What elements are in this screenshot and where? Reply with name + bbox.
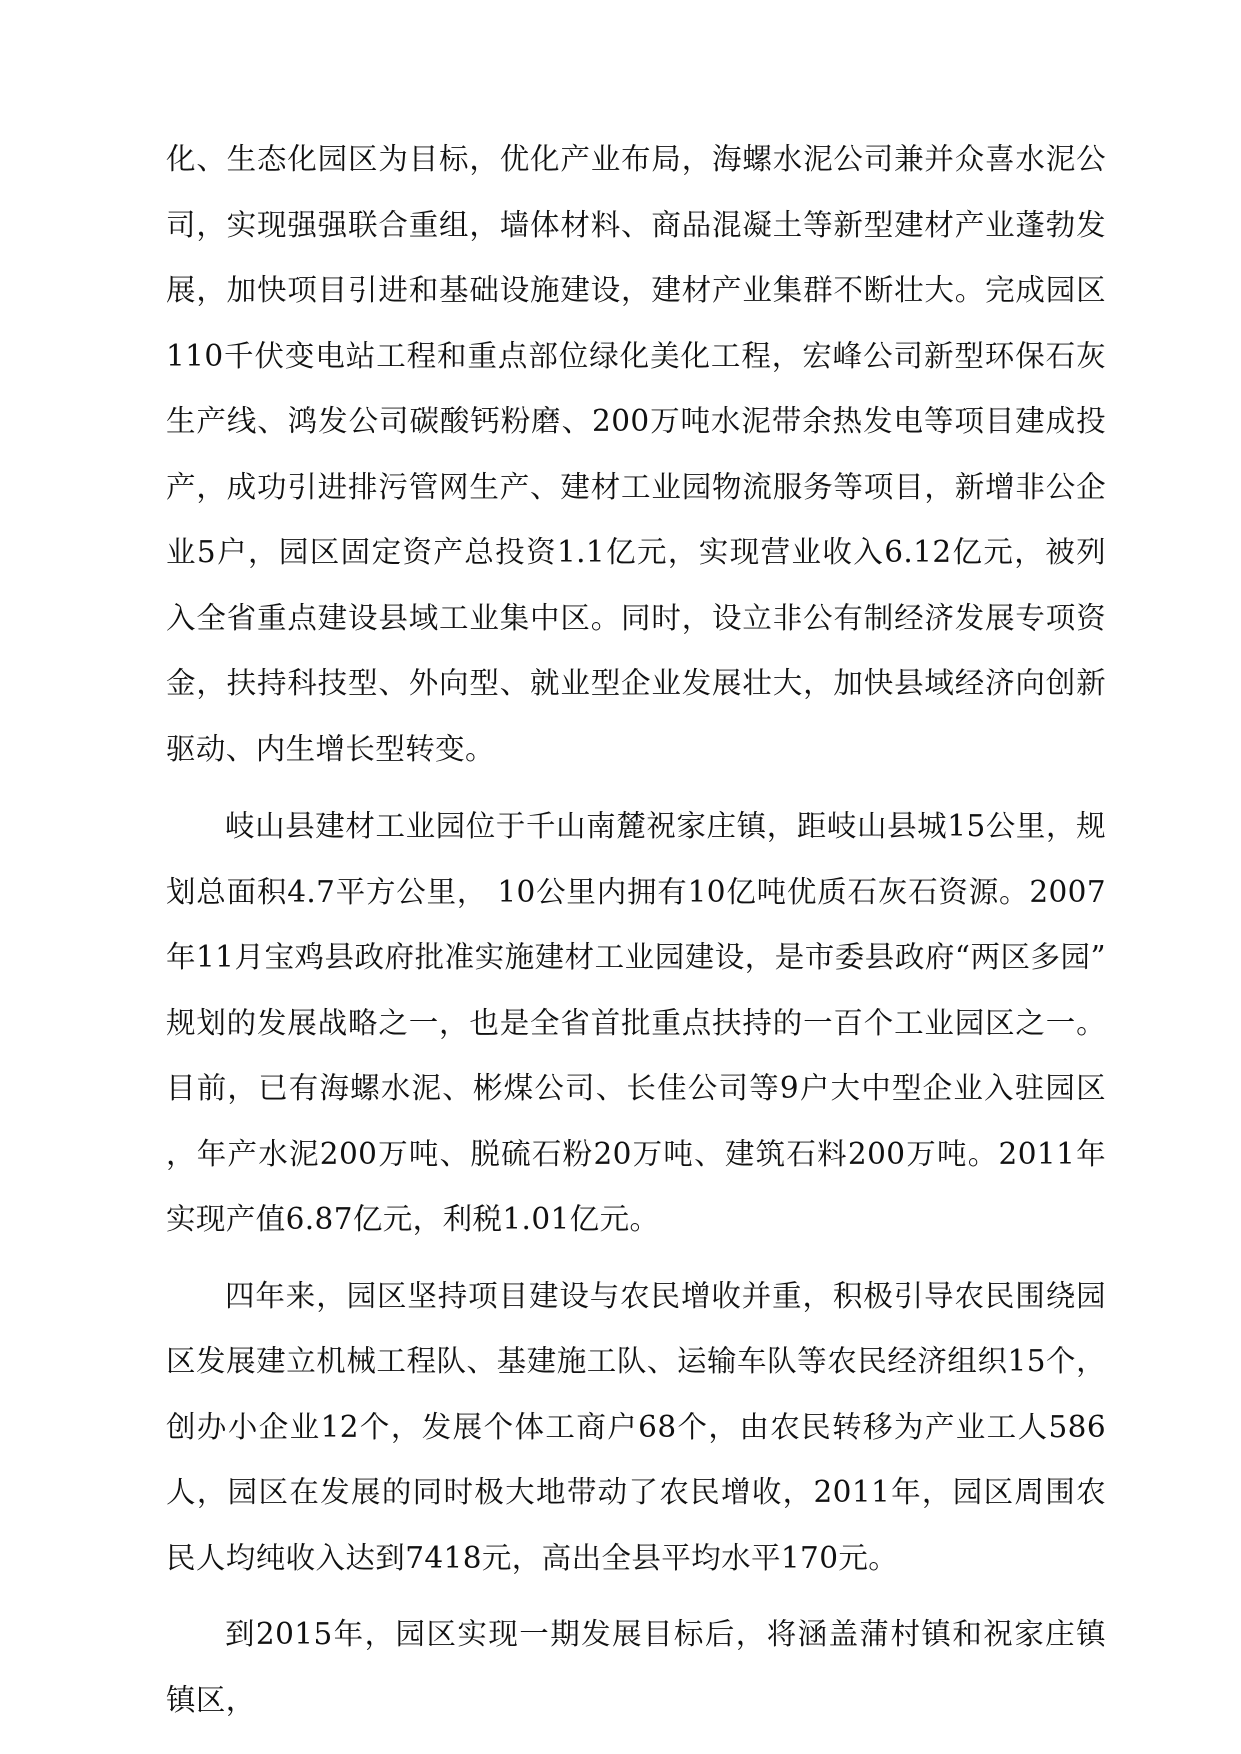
paragraph-3: 四年来，园区坚持项目建设与农民增收并重，积极引导农民围绕园区发展建立机械工程队、基建施工队、运输车队等农民经济组织15个，创办小企业12个，发展个体工商户68个，由农民转移为产业工人586人，园区在发展的同时极大地带动了农民增收，2011年，园区周围农民人均纯收入达到7418元，高出全县平均水平170元。 <box>166 1278 1106 1575</box>
paragraph-2: 岐山县建材工业园位于千山南麓祝家庄镇，距岐山县城15公里，规划总面积4.7平方公里， 10公里内拥有10亿吨优质石灰石资源。2007年11月宝鸡县政府批准实施建材工业园建设，是市委县政府“两区多园”规划的发展战略之一，也是全省首批重点扶持的一百个工业园区之一。目前，已有海螺水泥、彬煤公司、长佳公司等9户大中型企业入驻园区，年产水泥200万吨、脱硫石粉20万吨、建筑石料200万吨。2011年实现产值6.87亿元，利税1.01亿元。 <box>166 809 1106 1236</box>
paragraph-4: 到2015年，园区实现一期发展目标后，将涵盖蒲村镇和祝家庄镇镇区， <box>166 1617 1106 1717</box>
paragraph-1: 化、生态化园区为目标，优化产业布局，海螺水泥公司兼并众喜水泥公司，实现强强联合重组，墙体材料、商品混凝土等新型建材产业蓬勃发展，加快项目引进和基础设施建设，建材产业集群不断壮大。完成园区110千伏变电站工程和重点部位绿化美化工程，宏峰公司新型环保石灰生产线、鸿发公司碳酸钙粉磨、200万吨水泥带余热发电等项目建成投产，成功引进排污管网生产、建材工业园物流服务等项目，新增非公企业5户，园区固定资产总投资1.1亿元，实现营业收入6.12亿元，被列入全省重点建设县域工业集中区。同时，设立非公有制经济发展专项资金，扶持科技型、外向型、就业型企业发展壮大，加快县域经济向创新驱动、内生增长型转变。 <box>166 142 1106 766</box>
document-body <box>166 127 1106 1733</box>
